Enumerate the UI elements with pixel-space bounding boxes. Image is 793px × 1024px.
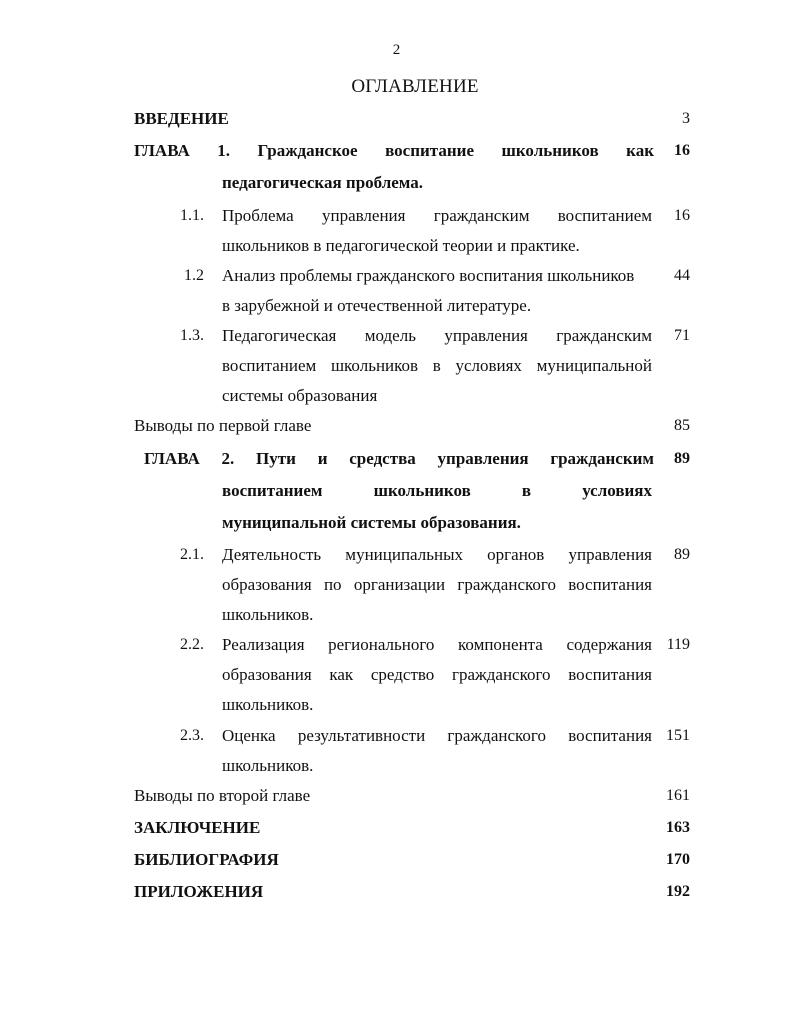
toc-appendices-page: 192 xyxy=(666,883,690,900)
section-1-1-page: 16 xyxy=(674,207,690,224)
section-1-2-number: 1.2 xyxy=(184,267,204,284)
chapter2-title-line3: муниципальной системы образования. xyxy=(222,513,521,532)
section-1-1-line2: школьников в педагогической теории и практике. xyxy=(222,236,580,255)
chapter1-conclusions-label: Выводы по первой главе xyxy=(134,416,312,435)
section-2-2-line2: образования как средство гражданского воспитания xyxy=(222,665,652,684)
section-2-2-line1: Реализация регионального компонента содержания xyxy=(222,635,652,654)
chapter1-title-line2: педагогическая проблема. xyxy=(222,173,424,192)
toc-title: ОГЛАВЛЕНИЕ xyxy=(351,76,479,97)
section-1-3-number: 1.3. xyxy=(180,327,204,344)
chapter1-conclusions-page: 85 xyxy=(674,417,690,434)
section-2-1-page: 89 xyxy=(674,546,690,563)
toc-conclusion-label: ЗАКЛЮЧЕНИЕ xyxy=(134,818,261,837)
page-number: 2 xyxy=(392,42,401,58)
section-2-1-line2: образования по организации гражданского воспитания xyxy=(222,575,652,594)
section-2-2-number: 2.2. xyxy=(180,636,204,653)
section-1-3-line3: системы образования xyxy=(222,386,378,405)
section-2-1-line1: Деятельность муниципальных органов управления xyxy=(222,545,652,564)
chapter1-lead: ГЛАВА 1. xyxy=(134,141,230,160)
section-1-2-line1: Анализ проблемы гражданского воспитания школьников xyxy=(222,266,635,285)
toc-appendices-label: ПРИЛОЖЕНИЯ xyxy=(134,882,264,901)
chapter2-title-line1: Пути и средства управления гражданским xyxy=(256,449,654,468)
section-1-1-line1: Проблема управления гражданским воспитанием xyxy=(222,206,652,225)
chapter1-heading-line1 xyxy=(134,136,654,166)
section-2-1-line3: школьников. xyxy=(222,605,314,624)
section-2-2-line3: школьников. xyxy=(222,695,314,714)
toc-conclusion-page: 163 xyxy=(666,819,690,836)
chapter2-conclusions-page: 161 xyxy=(666,787,690,804)
section-1-3-line2: воспитанием школьников в условиях муниципальной xyxy=(222,356,652,375)
toc-intro-page: 3 xyxy=(682,110,690,127)
section-1-3-page: 71 xyxy=(674,327,690,344)
section-2-3-page: 151 xyxy=(666,727,690,744)
chapter1-title-line1: Гражданское воспитание школьников как xyxy=(257,141,654,160)
section-2-3-line1: Оценка результативности гражданского воспитания xyxy=(222,726,652,745)
chapter2-lead: ГЛАВА 2. xyxy=(144,449,235,468)
toc-bibliography-label: БИБЛИОГРАФИЯ xyxy=(134,850,279,869)
section-2-3-number: 2.3. xyxy=(180,727,204,744)
chapter1-page: 16 xyxy=(674,142,690,159)
chapter2-title-line2: воспитанием школьников в условиях xyxy=(222,481,652,500)
section-2-3-line2: школьников. xyxy=(222,756,314,775)
toc-bibliography-page: 170 xyxy=(666,851,690,868)
section-2-2-page: 119 xyxy=(666,636,690,653)
section-1-2-line2: в зарубежной и отечественной литературе. xyxy=(222,296,532,315)
section-2-1-number: 2.1. xyxy=(180,546,204,563)
toc-intro-label: ВВЕДЕНИЕ xyxy=(134,109,229,128)
section-1-1-number: 1.1. xyxy=(180,207,204,224)
chapter2-page: 89 xyxy=(674,450,690,467)
chapter2-heading-line1 xyxy=(144,444,654,474)
section-1-3-line1: Педагогическая модель управления гражданским xyxy=(222,326,652,345)
section-1-2-page: 44 xyxy=(674,267,690,284)
chapter2-conclusions-label: Выводы по второй главе xyxy=(134,786,311,805)
